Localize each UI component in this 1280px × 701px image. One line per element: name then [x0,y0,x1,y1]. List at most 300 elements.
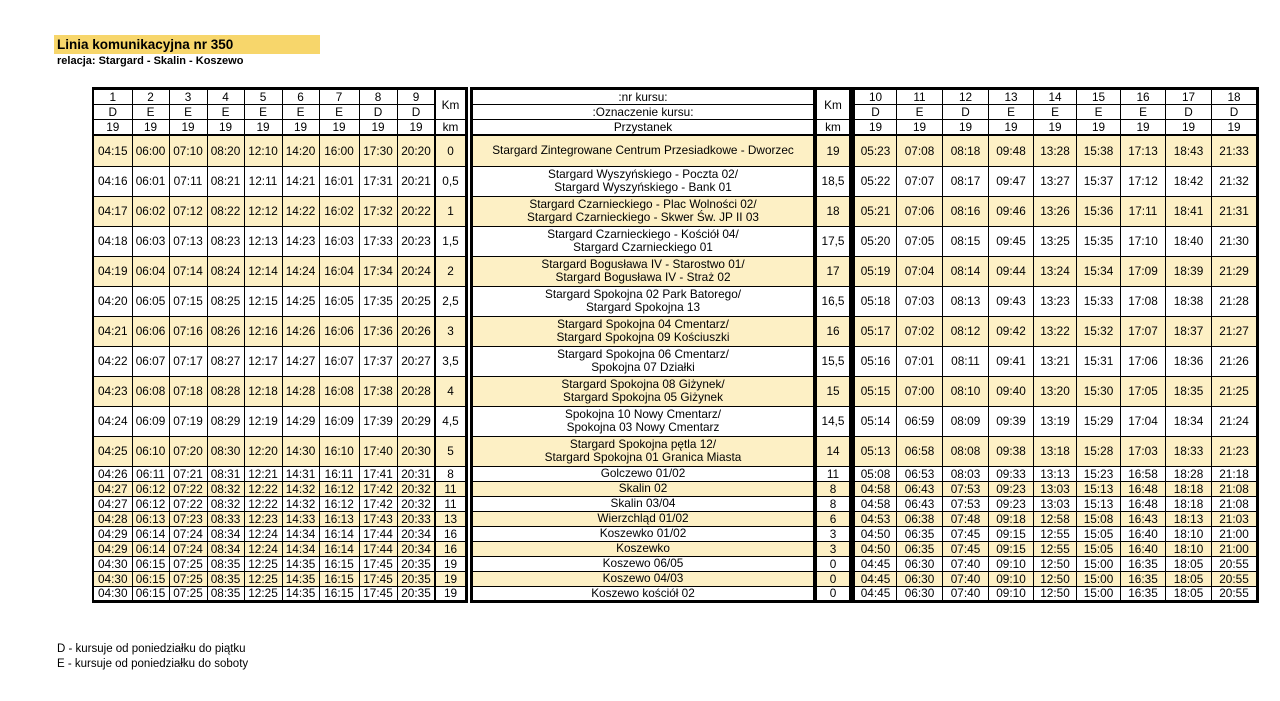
departure-time: 09:38 [989,436,1034,466]
departure-time: 08:16 [943,196,989,226]
departure-time: 14:35 [282,556,319,571]
header-cell: 18 [1212,89,1258,105]
departure-time: 07:24 [169,541,207,556]
stop-line-1: Stargard Wyszyńskiego - Poczta 02/ [547,167,739,181]
departure-time: 14:20 [282,135,319,166]
km-value: 19 [817,135,851,166]
header-cell: E [1034,105,1077,120]
legend-e: E - kursuje od poniedziałku do soboty [57,658,249,670]
stop-name [472,406,815,436]
departure-time: 17:43 [359,511,397,526]
departure-time: 13:22 [1034,316,1077,346]
departure-time: 08:29 [207,406,244,436]
km-value: 11 [435,481,467,496]
departure-time: 09:42 [989,316,1034,346]
km-value: 14,5 [817,406,851,436]
departure-time: 17:06 [1121,346,1166,376]
departure-time: 18:35 [1166,376,1212,406]
departure-time: 07:11 [169,166,207,196]
table-row [854,466,1258,481]
km-value: 16 [435,541,467,556]
km-value: 19 [435,556,467,571]
departure-time: 09:48 [989,135,1034,166]
table-row [93,466,435,481]
departure-time: 16:00 [319,135,359,166]
km-value: 3 [817,541,851,556]
stop-line-1: Stargard Spokojna 02 Park Batorego/ [544,287,742,301]
stop-line-1: Koszewo 04/03 [602,571,684,585]
stop-name [472,376,815,406]
departure-time: 21:08 [1212,496,1258,511]
departure-time: 04:50 [854,526,897,541]
departure-time: 16:15 [319,571,359,586]
departure-time: 04:29 [93,526,132,541]
departure-time: 09:39 [989,406,1034,436]
stop-line-2: Spokojna 07 Działki [591,360,695,374]
departure-time: 12:25 [244,571,282,586]
header-cell: 19 [897,120,943,136]
departure-time: 08:24 [207,256,244,286]
departure-time: 05:22 [854,166,897,196]
departure-time: 08:28 [207,376,244,406]
table-row [93,316,435,346]
departure-time: 16:48 [1121,496,1166,511]
stop-line-1: Koszewo 06/05 [602,556,684,570]
departure-time: 18:13 [1166,511,1212,526]
header-cell: 19 [207,120,244,136]
departure-time: 15:23 [1077,466,1121,481]
departure-time: 07:24 [169,526,207,541]
departure-time: 06:15 [132,571,169,586]
departure-time: 14:21 [282,166,319,196]
departure-time: 07:08 [897,135,943,166]
table-row [854,541,1258,556]
departure-time: 08:17 [943,166,989,196]
departure-time: 20:32 [397,496,435,511]
departure-time: 04:26 [93,466,132,481]
header-cell: 19 [359,120,397,136]
departure-time: 04:17 [93,196,132,226]
departure-time: 17:31 [359,166,397,196]
departure-time: 14:33 [282,511,319,526]
departure-time: 09:15 [989,526,1034,541]
stop-line-1: Stargard Spokojna pętla 12/ [569,437,717,451]
departure-time: 07:01 [897,346,943,376]
departure-time: 08:09 [943,406,989,436]
departure-time: 07:20 [169,436,207,466]
departure-time: 06:13 [132,511,169,526]
departure-time: 08:15 [943,226,989,256]
departure-time: 16:03 [319,226,359,256]
departure-time: 16:35 [1121,571,1166,586]
departure-time: 08:32 [207,496,244,511]
departure-time: 04:18 [93,226,132,256]
km-value: 19 [435,571,467,586]
departure-time: 04:53 [854,511,897,526]
stop-line-1: Skalin 02 [618,481,668,495]
table-row [854,556,1258,571]
table-row [854,571,1258,586]
departure-time: 08:12 [943,316,989,346]
departure-time: 14:32 [282,481,319,496]
km-value: 4,5 [435,406,467,436]
stop-line-2: Stargard Spokojna 13 [585,300,701,314]
departure-time: 20:28 [397,376,435,406]
departure-time: 21:03 [1212,511,1258,526]
table-row [854,196,1258,226]
departure-time: 17:05 [1121,376,1166,406]
stop-name [472,316,815,346]
table-row [93,226,435,256]
km-value: 0,5 [435,166,467,196]
table-row [93,286,435,316]
departure-time: 05:19 [854,256,897,286]
departure-time: 17:44 [359,526,397,541]
table-row [93,511,435,526]
departure-time: 12:24 [244,526,282,541]
stop-line-1: Koszewko 01/02 [599,526,687,540]
departure-time: 07:04 [897,256,943,286]
header-cell: 19 [1077,120,1121,136]
stop-line-1: Golczewo 01/02 [600,466,686,480]
departure-time: 08:34 [207,541,244,556]
departure-time: 09:15 [989,541,1034,556]
departure-time: 05:21 [854,196,897,226]
departure-time: 15:05 [1077,526,1121,541]
departure-time: 15:36 [1077,196,1121,226]
departure-time: 04:45 [854,586,897,601]
departure-time: 21:27 [1212,316,1258,346]
stop-name [472,511,815,526]
departure-time: 17:11 [1121,196,1166,226]
stop-name [472,135,815,166]
departure-time: 15:13 [1077,481,1121,496]
stop-line-1: Spokojna 10 Nowy Cmentarz/ [564,407,722,421]
departure-time: 14:34 [282,541,319,556]
header-cell: 5 [244,89,282,105]
departure-time: 17:33 [359,226,397,256]
departure-time: 17:44 [359,541,397,556]
departure-time: 06:14 [132,526,169,541]
departure-time: 04:21 [93,316,132,346]
header-cell: 15 [1077,89,1121,105]
header-cell: E [897,105,943,120]
header-cell: 14 [1034,89,1077,105]
departure-time: 04:29 [93,541,132,556]
departure-time: 07:03 [897,286,943,316]
departure-time: 17:08 [1121,286,1166,316]
departure-time: 12:55 [1034,526,1077,541]
table-row [93,135,435,166]
departure-time: 12:23 [244,511,282,526]
departure-time: 15:32 [1077,316,1121,346]
km-value: 15 [817,376,851,406]
header-cell: 12 [943,89,989,105]
stop-name [472,496,815,511]
table-row [854,256,1258,286]
departure-time: 20:35 [397,586,435,601]
departure-time: 13:23 [1034,286,1077,316]
departure-time: 17:35 [359,286,397,316]
departure-time: 21:28 [1212,286,1258,316]
departure-time: 14:30 [282,436,319,466]
departure-time: 16:08 [319,376,359,406]
table-row [854,316,1258,346]
departure-time: 20:24 [397,256,435,286]
departure-time: 13:25 [1034,226,1077,256]
departure-time: 06:53 [897,466,943,481]
table-row [93,541,435,556]
table-row [854,376,1258,406]
departure-time: 07:53 [943,481,989,496]
departure-time: 08:35 [207,571,244,586]
departure-time: 13:27 [1034,166,1077,196]
departure-time: 12:55 [1034,541,1077,556]
departure-time: 06:10 [132,436,169,466]
departure-time: 07:12 [169,196,207,226]
km-left-table [434,87,468,603]
stop-name [472,196,815,226]
departure-time: 05:18 [854,286,897,316]
table-row [854,166,1258,196]
departure-time: 12:11 [244,166,282,196]
departure-time: 07:00 [897,376,943,406]
departure-time: 12:50 [1034,586,1077,601]
departures-left-table [92,87,436,603]
header-cell: 19 [989,120,1034,136]
header-cell: 2 [132,89,169,105]
departure-time: 09:33 [989,466,1034,481]
departure-time: 21:23 [1212,436,1258,466]
departure-time: 20:26 [397,316,435,346]
departure-time: 15:00 [1077,571,1121,586]
departure-time: 05:16 [854,346,897,376]
table-row [854,586,1258,601]
departure-time: 13:20 [1034,376,1077,406]
header-cell: 19 [943,120,989,136]
departure-time: 16:48 [1121,481,1166,496]
table-row [93,196,435,226]
departure-time: 18:38 [1166,286,1212,316]
header-cell: 4 [207,89,244,105]
departure-time: 05:17 [854,316,897,346]
table-row [854,481,1258,496]
departure-time: 04:24 [93,406,132,436]
departure-time: 16:10 [319,436,359,466]
departure-time: 13:28 [1034,135,1077,166]
stop-line-1: Skalin 03/04 [610,496,676,510]
departure-time: 18:18 [1166,481,1212,496]
header-cell: 19 [1034,120,1077,136]
departure-time: 20:55 [1212,556,1258,571]
header-cell: 19 [244,120,282,136]
table-row [93,586,435,601]
table-row [854,406,1258,436]
departure-time: 07:21 [169,466,207,481]
departure-time: 18:43 [1166,135,1212,166]
km-value: 15,5 [817,346,851,376]
departure-time: 05:13 [854,436,897,466]
km-header: Km [435,89,467,120]
km-value: 11 [817,466,851,481]
km-value: 5 [435,436,467,466]
departure-time: 06:59 [897,406,943,436]
table-row [93,436,435,466]
km-value: 11 [435,496,467,511]
stop-name [472,286,815,316]
table-row [854,526,1258,541]
departure-time: 20:23 [397,226,435,256]
km-value: 8 [817,496,851,511]
stop-line-1: Stargard Czarnieckiego - Kościół 04/ [547,227,739,241]
stop-line-2: Stargard Czarnieckiego - Skwer Św. JP II 03 [527,210,759,224]
departure-time: 09:44 [989,256,1034,286]
header-cell: 16 [1121,89,1166,105]
legend-d: D - kursuje od poniedziałku do piątku [57,643,246,655]
departure-time: 17:32 [359,196,397,226]
departure-time: 09:23 [989,481,1034,496]
departure-time: 04:58 [854,481,897,496]
departure-time: 16:11 [319,466,359,481]
departure-time: 17:04 [1121,406,1166,436]
departure-time: 17:41 [359,466,397,481]
departure-time: 06:11 [132,466,169,481]
departure-time: 07:17 [169,346,207,376]
stop-name [472,466,815,481]
departure-time: 15:13 [1077,496,1121,511]
departure-time: 18:28 [1166,466,1212,481]
departure-time: 16:40 [1121,541,1166,556]
header-cell: 19 [132,120,169,136]
departure-time: 04:22 [93,346,132,376]
stop-line-2: Stargard Spokojna 05 Giżynek [562,390,723,404]
departure-time: 13:18 [1034,436,1077,466]
departure-time: 05:08 [854,466,897,481]
departure-time: 07:13 [169,226,207,256]
departure-time: 15:34 [1077,256,1121,286]
departure-time: 21:00 [1212,526,1258,541]
departure-time: 04:30 [93,586,132,601]
departure-time: 04:20 [93,286,132,316]
table-row [854,511,1258,526]
stop-name [472,526,815,541]
departure-time: 21:00 [1212,541,1258,556]
departure-time: 09:23 [989,496,1034,511]
km-value: 2 [435,256,467,286]
departure-time: 16:15 [319,586,359,601]
departure-time: 18:18 [1166,496,1212,511]
departure-time: 08:30 [207,436,244,466]
departure-time: 09:10 [989,556,1034,571]
header-cell: E [989,105,1034,120]
departure-time: 08:35 [207,556,244,571]
departure-time: 20:33 [397,511,435,526]
stop-line-2: Stargard Spokojna 01 Granica Miasta [544,450,742,464]
departure-time: 21:31 [1212,196,1258,226]
departure-time: 06:35 [897,541,943,556]
departure-time: 18:05 [1166,586,1212,601]
stops-table [470,87,816,603]
departure-time: 17:34 [359,256,397,286]
stop-name [472,571,815,586]
header-cell: D [397,105,435,120]
stop-line-1: Wierzchląd 01/02 [597,511,689,525]
departure-time: 21:25 [1212,376,1258,406]
header-cell: 9 [397,89,435,105]
departure-time: 21:33 [1212,135,1258,166]
departure-time: 15:08 [1077,511,1121,526]
departure-time: 20:55 [1212,571,1258,586]
departure-time: 21:30 [1212,226,1258,256]
departure-time: 12:14 [244,256,282,286]
header-cell: 17 [1166,89,1212,105]
table-row [93,526,435,541]
header-cell: 19 [1212,120,1258,136]
departure-time: 17:37 [359,346,397,376]
departure-time: 08:31 [207,466,244,481]
stop-line-1: Stargard Bogusława IV - Starostwo 01/ [541,257,745,271]
header-cell: D [93,105,132,120]
header-label: Przystanek [472,120,815,136]
departure-time: 20:34 [397,526,435,541]
km-value: 1 [435,196,467,226]
departure-time: 20:55 [1212,586,1258,601]
departures-right-table [852,87,1259,603]
departure-time: 06:04 [132,256,169,286]
km-value: 19 [435,586,467,601]
departure-time: 12:13 [244,226,282,256]
departure-time: 21:08 [1212,481,1258,496]
km-header: Km [817,89,851,120]
departure-time: 06:30 [897,556,943,571]
departure-time: 06:01 [132,166,169,196]
departure-time: 12:15 [244,286,282,316]
departure-time: 18:36 [1166,346,1212,376]
table-row [854,226,1258,256]
departure-time: 16:14 [319,541,359,556]
departure-time: 06:30 [897,571,943,586]
page-title: Linia komunikacyjna nr 350 [54,35,320,54]
departure-time: 17:42 [359,496,397,511]
departure-time: 15:05 [1077,541,1121,556]
departure-time: 04:15 [93,135,132,166]
stop-line-1: Koszewo kościół 02 [591,586,695,600]
departure-time: 04:27 [93,496,132,511]
departure-time: 14:24 [282,256,319,286]
departure-time: 08:34 [207,526,244,541]
departure-time: 06:08 [132,376,169,406]
departure-time: 17:03 [1121,436,1166,466]
departure-time: 16:13 [319,511,359,526]
departure-time: 16:12 [319,496,359,511]
departure-time: 04:30 [93,556,132,571]
departure-time: 06:06 [132,316,169,346]
departure-time: 04:19 [93,256,132,286]
table-row [93,166,435,196]
header-cell: 19 [282,120,319,136]
departure-time: 17:09 [1121,256,1166,286]
table-row [93,346,435,376]
departure-time: 08:10 [943,376,989,406]
header-cell: E [207,105,244,120]
departure-time: 14:26 [282,316,319,346]
departure-time: 05:15 [854,376,897,406]
departure-time: 15:29 [1077,406,1121,436]
departure-time: 15:30 [1077,376,1121,406]
departure-time: 07:07 [897,166,943,196]
header-cell: 6 [282,89,319,105]
departure-time: 07:40 [943,586,989,601]
